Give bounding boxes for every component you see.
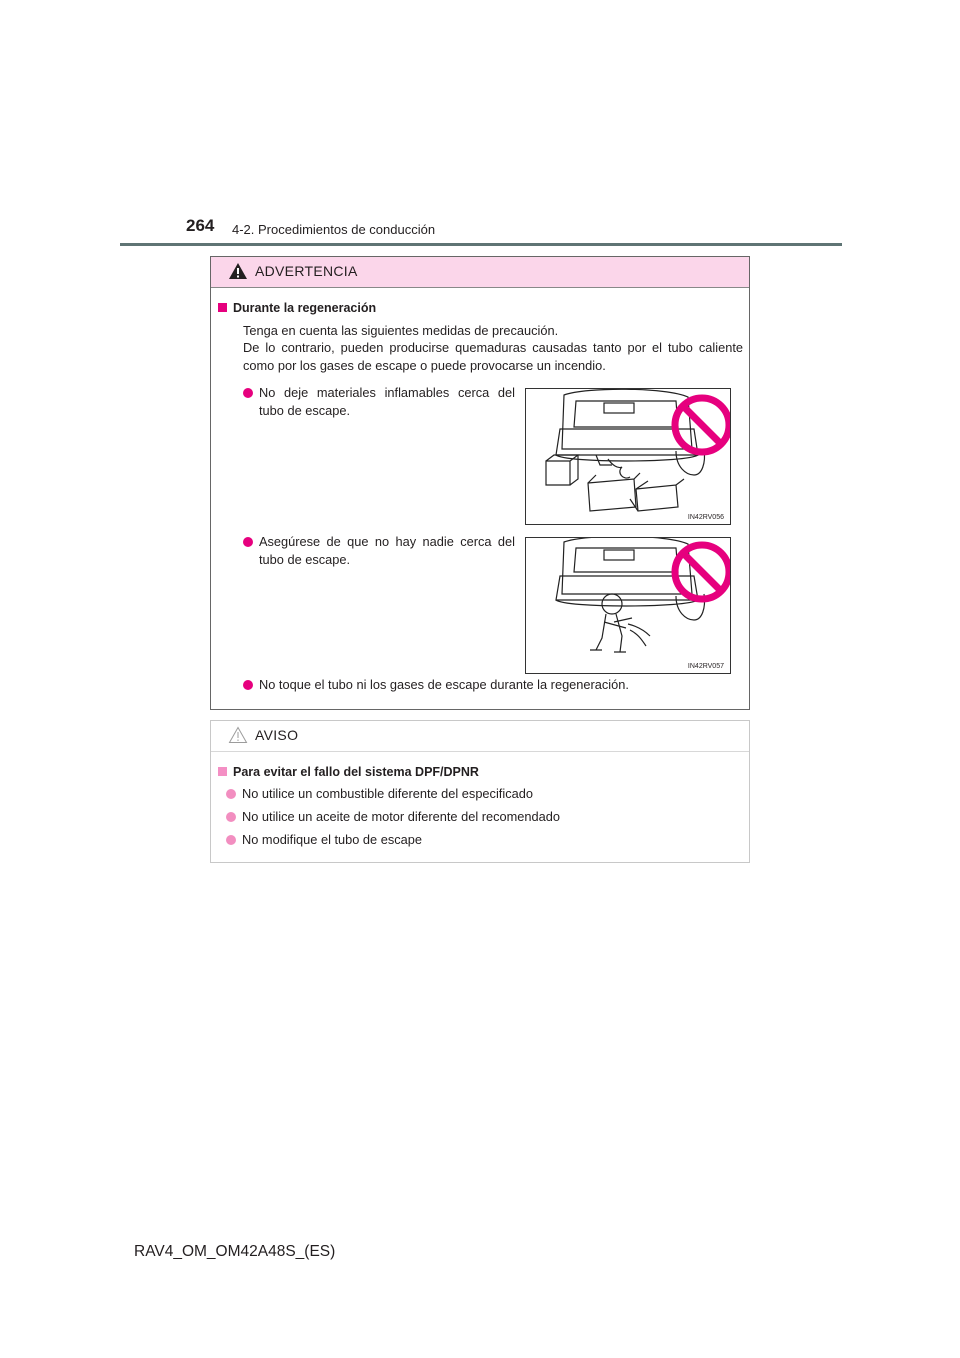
warning-intro-2: De lo contrario, pueden producirse quemaduras causadas tanto por el tubo caliente como por los gases de escape o puede provocarse un incendio. <box>243 340 743 373</box>
round-bullet-icon <box>243 388 253 398</box>
warning-bullet-3-text: No toque el tubo ni los gases de escape durante la regeneración. <box>259 677 629 692</box>
warning-title: ADVERTENCIA <box>255 263 358 279</box>
warning-header <box>211 257 749 288</box>
notice-subheading-text: Para evitar el fallo del sistema DPF/DPNR <box>233 765 479 779</box>
warning-subheading <box>218 301 376 315</box>
notice-subheading <box>218 765 479 779</box>
warning-bullet-2-text: Asegúrese de que no hay nadie cerca del tubo de escape. <box>259 534 515 567</box>
section-title: 4-2. Procedimientos de conducción <box>232 222 436 237</box>
round-bullet-icon <box>243 537 253 547</box>
car-rear-person-illustration <box>526 538 730 673</box>
figure-code: IN42RV056 <box>687 514 724 521</box>
figure-code: IN42RV057 <box>687 663 724 670</box>
round-bullet-icon <box>226 812 236 822</box>
notice-bullet-1-text: No utilice un combustible diferente del especificado <box>242 786 533 801</box>
square-bullet-icon <box>218 767 227 776</box>
figure-flammables <box>525 388 731 525</box>
notice-bullet-2-text: No utilice un aceite de motor diferente del recomendado <box>242 809 560 824</box>
caution-triangle-icon <box>228 726 248 744</box>
warning-triangle-icon <box>228 262 248 280</box>
notice-bullet-3-text: No modifique el tubo de escape <box>242 832 422 847</box>
round-bullet-icon <box>226 835 236 845</box>
notice-header <box>211 721 749 752</box>
square-bullet-icon <box>218 303 227 312</box>
car-rear-boxes-illustration <box>526 389 730 524</box>
footer-doc-id: RAV4_OM_OM42A48S_(ES) <box>134 1243 336 1260</box>
figure-person-near-exhaust <box>525 537 731 674</box>
warning-subheading-text: Durante la regeneración <box>233 301 377 315</box>
notice-box <box>210 720 750 863</box>
warning-intro-1: Tenga en cuenta las siguientes medidas de precaución. <box>243 323 559 338</box>
header-rule <box>120 243 842 246</box>
warning-bullet-1-text: No deje materiales inflamables cerca del tubo de escape. <box>259 385 515 418</box>
page-number: 264 <box>186 216 215 235</box>
notice-title: AVISO <box>255 727 299 743</box>
round-bullet-icon <box>226 789 236 799</box>
round-bullet-icon <box>243 680 253 690</box>
